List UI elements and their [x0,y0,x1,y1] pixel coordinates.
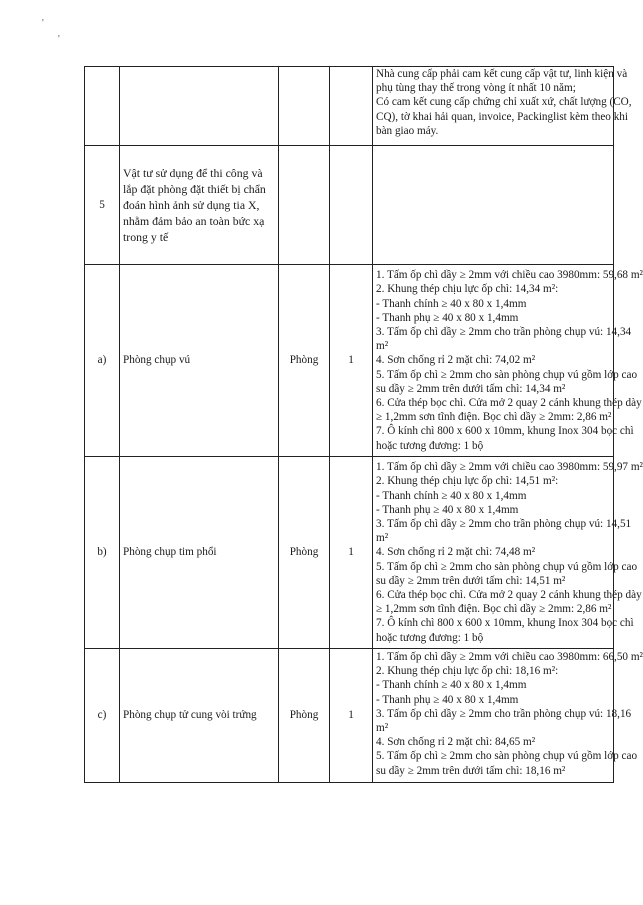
spec-line: 5. Tấm ốp chì ≥ 2mm cho sàn phòng chụp vú gồm lớp cao [376,560,638,573]
spec-line: 3. Tấm ốp chì dầy ≥ 2mm cho trần phòng chụp vú: 14,51 [376,517,632,530]
table-row [85,146,614,265]
spec-line: 2. Khung thép chịu lực ốp chì: 14,34 m²: [376,283,559,296]
unit-cell [279,146,330,265]
table-row [85,67,614,146]
quantity-cell: 1 [330,649,373,783]
row-number: c) [85,649,120,783]
quantity-cell [330,67,373,146]
spec-cell [373,265,643,457]
spec-line: 4. Sơn chống rỉ 2 mặt chì: 74,48 m² [376,546,536,559]
row-number: a) [85,265,120,457]
spec-line: ≥ 1,2mm sơn tĩnh điện. Bọc chì dầy ≥ 2mm: 2,86 m² [376,411,612,424]
item-name [120,67,279,146]
spec-line: phụ tùng thay thế trong vòng ít nhất 10 năm; [376,82,576,95]
spec-line: su dầy ≥ 2mm trên dưới tấm chì: 14,51 m² [376,574,566,587]
spec-line: m² [376,340,389,353]
item-name: Phòng chụp tim phổi [120,457,279,649]
spec-line: su dầy ≥ 2mm trên dưới tấm chì: 18,16 m² [376,764,566,777]
spec-line: ≥ 1,2mm sơn tĩnh điện. Bọc chì dầy ≥ 2mm: 2,86 m² [376,603,612,616]
spec-line: bàn giao máy. [376,124,439,137]
spec-line: 4. Sơn chống rỉ 2 mặt chì: 74,02 m² [376,354,536,367]
unit-cell: Phòng [279,649,330,783]
spec-cell [373,67,632,146]
item-name: Vật tư sử dụng để thi công và lắp đặt phòng đặt thiết bị chẩn đoán hình ảnh sử dụng tia X, nhằm đảm bảo an toàn bức xạ trong y tế [120,146,279,265]
spec-line: 1. Tấm ốp chì dầy ≥ 2mm với chiều cao 3980mm: 59,97 m² [376,461,643,474]
spec-line: m² [376,532,389,545]
spec-line: Có cam kết cung cấp chứng chỉ xuất xứ, chất lượng (CO, [376,96,632,109]
spec-line: 1. Tấm ốp chì dầy ≥ 2mm với chiều cao 3980mm: 59,68 m² [376,269,643,282]
quantity-cell [330,146,373,265]
spec-line: m² [376,722,389,735]
spec-line: - Thanh phụ ≥ 40 x 80 x 1,4mm [376,503,519,516]
spec-line: Nhà cung cấp phải cam kết cung cấp vật tư, linh kiện và [376,68,628,80]
spec-line: 3. Tấm ốp chì dầy ≥ 2mm cho trần phòng chụp vú: 14,34 [376,325,632,338]
spec-line: hoặc tương đương: 1 bộ [376,439,484,452]
spec-line: 2. Khung thép chịu lực ốp chì: 18,16 m²: [376,665,559,678]
spec-cell [373,146,614,265]
item-name: Phòng chụp vú [120,265,279,457]
spec-line: 6. Cửa thép bọc chì. Cửa mở 2 quay 2 cánh khung thép dày [376,589,642,601]
quantity-cell: 1 [330,265,373,457]
table-row [85,265,614,457]
quantity-cell: 1 [330,457,373,649]
spec-line: CQ), tờ khai hải quan, invoice, Packinglist kèm theo khi [376,110,628,123]
spec-line: 5. Tấm ốp chì ≥ 2mm cho sàn phòng chụp vú gồm lớp cao [376,750,638,763]
spec-line: 5. Tấm ốp chì ≥ 2mm cho sàn phòng chụp vú gồm lớp cao [376,368,638,381]
spec-line: 6. Cửa thép bọc chì. Cửa mở 2 quay 2 cánh khung thép dày [376,397,642,409]
spec-line: 7. Ô kính chì 800 x 600 x 10mm, khung Inox 304 bọc chì [376,617,634,630]
spec-line: - Thanh chính ≥ 40 x 80 x 1,4mm [376,297,527,310]
unit-cell: Phòng [279,457,330,649]
table-row [85,457,614,649]
spec-line: 2. Khung thép chịu lực ốp chì: 14,51 m²: [376,475,559,488]
spec-line: 3. Tấm ốp chì dầy ≥ 2mm cho trần phòng chụp vú: 18,16 [376,707,632,720]
row-number [85,67,120,146]
spec-line: - Thanh phụ ≥ 40 x 80 x 1,4mm [376,693,519,706]
spec-line: - Thanh chính ≥ 40 x 80 x 1,4mm [376,489,527,502]
spec-line: su dầy ≥ 2mm trên dưới tấm chì: 14,34 m² [376,382,566,395]
spec-line: 4. Sơn chống rỉ 2 mặt chì: 84,65 m² [376,736,536,749]
spec-line: 1. Tấm ốp chì dầy ≥ 2mm với chiều cao 3980mm: 66,50 m² [376,651,643,663]
spec-cell [373,649,643,783]
equipment-spec-table [84,66,643,783]
row-number: b) [85,457,120,649]
unit-cell: Phòng [279,265,330,457]
spec-cell [373,457,643,649]
table-row [85,649,614,783]
spec-line: - Thanh chính ≥ 40 x 80 x 1,4mm [376,679,527,692]
spec-line: - Thanh phụ ≥ 40 x 80 x 1,4mm [376,311,519,324]
spec-line: 7. Ô kính chì 800 x 600 x 10mm, khung Inox 304 bọc chì [376,425,634,438]
scan-mark: ' [58,34,60,45]
row-number: 5 [85,146,120,265]
spec-line: hoặc tương đương: 1 bộ [376,631,484,644]
item-name: Phòng chụp tử cung vòi trứng [120,649,279,783]
scan-mark: ' [42,18,44,29]
unit-cell [279,67,330,146]
